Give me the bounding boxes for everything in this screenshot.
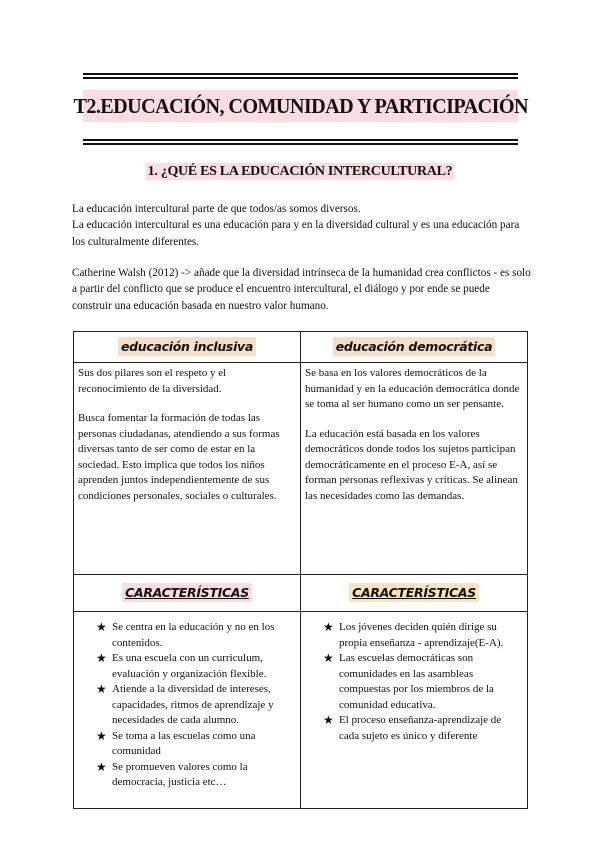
- list-item: [323, 713, 517, 744]
- list-item-text: Atiende a la diversidad de intereses, capacidades, ritmos de aprendizaje y necesidades de cada alumno.: [112, 683, 274, 726]
- democratica-body: [301, 363, 528, 575]
- democratica-paragraph-1: Se basa en los valores democráticos de la humanidad y en la educación democrática donde se toma al ser humano como un ser pensante.: [305, 367, 520, 410]
- list-item-text: El proceso enseñanza-aprendizaje de cada sujeto es único y diferente: [339, 714, 502, 742]
- star-icon: ★: [96, 651, 107, 665]
- header-democratica-cell: [301, 332, 528, 363]
- char-header-inclusiva: CARACTERÍSTICAS: [122, 583, 252, 602]
- inclusiva-body: [74, 363, 301, 575]
- list-item-text: Se toma a las escuelas como una comunidad: [112, 729, 256, 757]
- list-item-text: Se centra en la educación y no en los contenidos.: [112, 621, 275, 649]
- star-icon: ★: [323, 713, 334, 727]
- list-item-text: Los jóvenes deciden quién dirige su propia enseñanza - aprendizaje(E-A).: [339, 621, 504, 649]
- list-item: [96, 682, 290, 729]
- section-heading-wrap: [0, 162, 600, 180]
- list-item: [96, 651, 290, 682]
- bottom-rule-2: [83, 143, 518, 145]
- inclusiva-paragraph-1: Sus dos pilares son el respeto y el reconocimiento de la diversidad.: [78, 367, 227, 395]
- list-item: [323, 651, 517, 713]
- top-rule-1: [83, 73, 518, 75]
- star-icon: ★: [96, 620, 107, 634]
- list-item: [96, 760, 290, 791]
- comparison-table: [73, 331, 528, 809]
- char-header-inclusiva-cell: [74, 575, 301, 612]
- list-item-text: Se promueven valores como la democracia, justicia etc…: [112, 760, 248, 788]
- section-heading: 1. ¿QUÉ ES LA EDUCACIÓN INTERCULTURAL?: [147, 164, 453, 179]
- intro-line-1: La educación intercultural parte de que todos/as somos diversos.: [72, 203, 361, 215]
- intro-paragraph: [72, 201, 532, 250]
- intro-line-2: La educación intercultural es una educación para y en la diversidad cultural y es una educación para los culturalmente diferentes.: [72, 219, 520, 248]
- bottom-rule-1: [83, 139, 518, 141]
- list-item: [323, 620, 517, 651]
- top-rule-2: [83, 77, 518, 79]
- page-title: T2.EDUCACIÓN, COMUNIDAD Y PARTICIPACIÓN: [73, 93, 528, 118]
- democratica-paragraph-2: La educación está basada en los valores democráticos donde todos los sujetos participan democráticamente en el proceso E-A, así se forman personas reflexivas y críticas. Se alinean las necesidades como las demandas.: [305, 427, 518, 502]
- list-item: [96, 620, 290, 651]
- star-icon: ★: [323, 620, 334, 634]
- header-inclusiva: educación inclusiva: [118, 337, 256, 356]
- democratica-characteristics-cell: [301, 612, 528, 809]
- char-header-democratica: CARACTERÍSTICAS: [349, 583, 479, 602]
- democratica-characteristics-list: [301, 612, 527, 744]
- star-icon: ★: [323, 651, 334, 665]
- walsh-text: Catherine Walsh (2012) -> añade que la diversidad intrínseca de la humanidad crea conflictos - es solo a partir del conflicto que se produce el encuentro intercultural, el diálogo y por ende se puede construir una educación basada en nuestro valor humano.: [72, 267, 531, 312]
- header-democratica: educación democrática: [333, 337, 496, 356]
- list-item-text: Es una escuela con un curriculum, evaluación y organización flexible.: [112, 652, 267, 680]
- char-header-democratica-cell: [301, 575, 528, 612]
- star-icon: ★: [96, 682, 107, 696]
- inclusiva-characteristics-list: [74, 612, 300, 791]
- list-item: [96, 729, 290, 760]
- inclusiva-paragraph-2: Busca fomentar la formación de todas las personas ciudadanas, atendiendo a sus formas diversas tanto de ser como de estar en la sociedad. Esto implica que todos los niños aprenden juntos independientemente de sus condiciones personales, sociales o culturales.: [78, 412, 280, 502]
- title-highlight: [73, 90, 528, 122]
- walsh-paragraph: [72, 265, 532, 314]
- list-item-text: Las escuelas democráticas son comunidades en las asambleas compuestas por los miembros de la comunidad educativa.: [339, 652, 494, 711]
- inclusiva-characteristics-cell: [74, 612, 301, 809]
- star-icon: ★: [96, 759, 107, 774]
- header-inclusiva-cell: [74, 332, 301, 363]
- star-icon: ★: [96, 728, 107, 743]
